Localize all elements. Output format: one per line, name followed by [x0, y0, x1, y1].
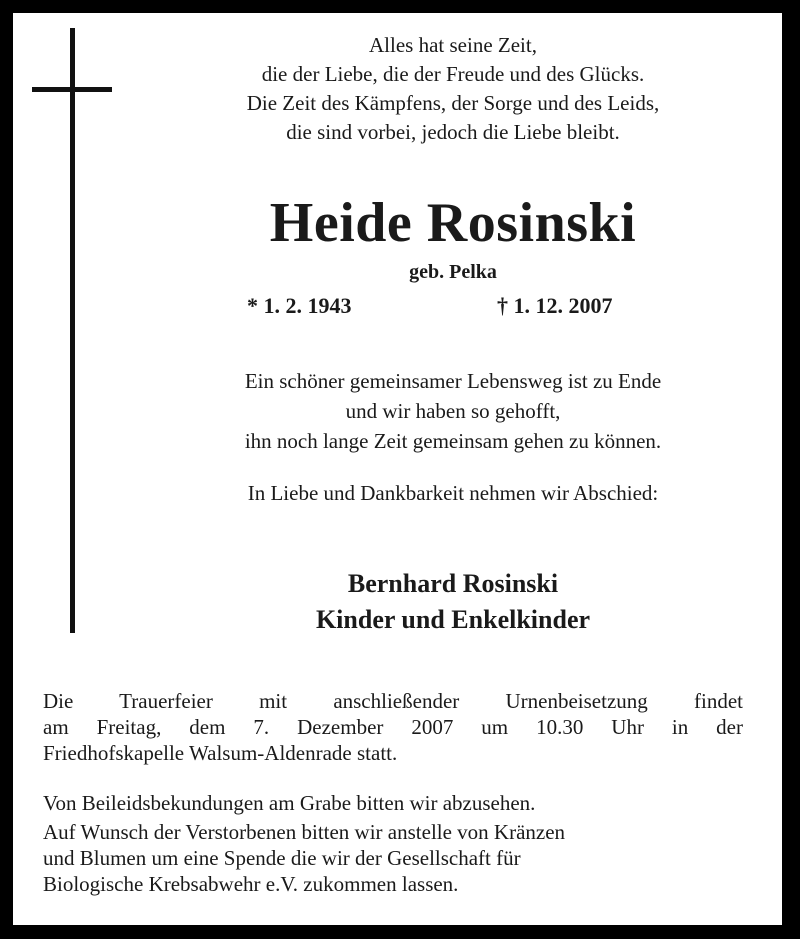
farewell-line: In Liebe und Dankbarkeit nehmen wir Abschied:	[247, 481, 659, 505]
deceased-name: Heide Rosinski	[269, 192, 637, 254]
death-date: † 1. 12. 2007	[497, 293, 613, 318]
message-line: Ein schöner gemeinsamer Lebensweg ist zu Ende	[244, 369, 662, 393]
verse-line: Die Zeit des Kämpfens, der Sorge und des Leids,	[246, 91, 660, 115]
donation-notice	[43, 819, 743, 897]
message-line: und wir haben so gehofft,	[345, 399, 561, 423]
cross-icon	[70, 28, 75, 633]
condolences-notice: Von Beileidsbekundungen am Grabe bitten wir abzusehen.	[43, 791, 536, 815]
birth-date: * 1. 2. 1943	[247, 293, 352, 318]
message-line: ihn noch lange Zeit gemeinsam gehen zu können.	[244, 429, 662, 453]
funeral-notice	[43, 688, 743, 766]
signers	[113, 566, 793, 638]
obituary-notice	[13, 13, 782, 925]
funeral-line: am Freitag, dem 7. Dezember 2007 um 10.30 Uhr in der	[43, 715, 743, 739]
donation-line: Biologische Krebsabwehr e.V. zukommen lassen.	[43, 872, 459, 896]
verse-line: die der Liebe, die der Freude und des Glücks.	[261, 62, 645, 86]
cross-icon-bar	[32, 87, 112, 92]
funeral-line: Die Trauerfeier mit anschließender Urnenbeisetzung findet	[43, 689, 743, 713]
signer: Kinder und Enkelkinder	[315, 605, 591, 634]
verse-line: Alles hat seine Zeit,	[369, 33, 537, 57]
maiden-name: geb. Pelka	[409, 261, 497, 283]
message	[113, 366, 793, 456]
funeral-line: Friedhofskapelle Walsum-Aldenrade statt.	[43, 741, 398, 765]
verse-line: die sind vorbei, jedoch die Liebe bleibt.	[286, 120, 620, 144]
signer: Bernhard Rosinski	[347, 569, 559, 598]
donation-line: und Blumen um eine Spende die wir der Gesellschaft für	[43, 846, 521, 870]
donation-line: Auf Wunsch der Verstorbenen bitten wir anstelle von Kränzen	[43, 820, 566, 844]
verse	[113, 31, 793, 147]
